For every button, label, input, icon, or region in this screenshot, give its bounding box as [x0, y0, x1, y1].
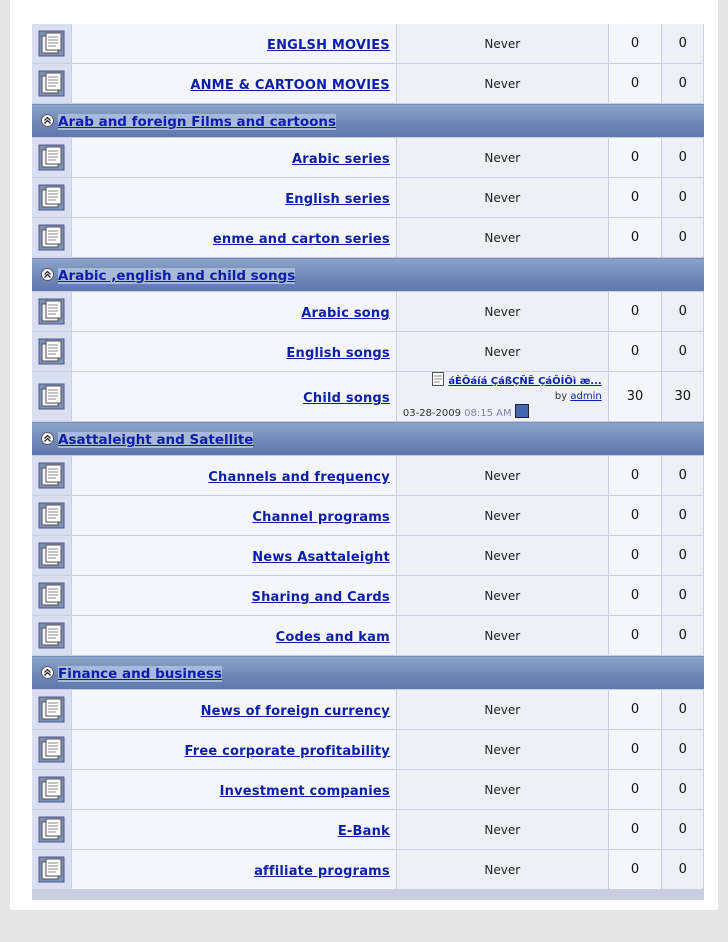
forum-icon-cell [32, 64, 71, 104]
collapse-icon[interactable] [41, 268, 54, 281]
forum-title-link[interactable]: Free corporate profitability [184, 744, 390, 759]
table-footer-cell [32, 890, 704, 901]
last-post-cell: Never [396, 218, 608, 258]
last-post-info [397, 372, 608, 421]
forum-row [32, 770, 704, 810]
forum-icon-cell [32, 292, 71, 332]
category-title-link[interactable]: Arabic ,english and child songs [58, 268, 296, 284]
forum-row [32, 810, 704, 850]
forum-title-link[interactable]: Child songs [303, 391, 390, 406]
last-post-cell: Never [396, 456, 608, 496]
last-post-cell: Never [396, 770, 608, 810]
forum-title-link[interactable]: affiliate programs [254, 864, 390, 879]
forum-icon-cell [32, 850, 71, 890]
post-count: 0 [662, 496, 704, 536]
forum-title-link[interactable]: News Asattaleight [252, 550, 390, 565]
forum-row [32, 616, 704, 656]
table-footer [32, 890, 704, 901]
forum-title-cell [71, 616, 396, 656]
forum-icon-cell [32, 690, 71, 730]
thread-count: 0 [608, 536, 662, 576]
forum-title-cell [71, 456, 396, 496]
last-post-cell: Never [396, 536, 608, 576]
forum-title-link[interactable]: English series [285, 192, 390, 207]
thread-count: 0 [608, 810, 662, 850]
post-count: 0 [662, 616, 704, 656]
last-post-cell: Never [396, 292, 608, 332]
forum-row [32, 850, 704, 890]
last-post-by-label: by [554, 391, 568, 402]
forum-icon-cell [32, 24, 71, 64]
forum-title-cell [71, 850, 396, 890]
forum-title-cell [71, 810, 396, 850]
category-header [32, 104, 704, 138]
forum-title-cell [71, 770, 396, 810]
forum-title-link[interactable]: Channel programs [252, 510, 390, 525]
thread-count: 0 [608, 730, 662, 770]
last-post-cell: Never [396, 690, 608, 730]
thread-count: 0 [608, 456, 662, 496]
last-post-title: áÈÔáíá ÇáßÇÑÊ ÇáÔÍÕì æ... [448, 376, 602, 387]
post-count: 0 [662, 332, 704, 372]
forum-row [32, 730, 704, 770]
go-to-last-post-icon[interactable] [515, 404, 529, 418]
forum-icon-cell [32, 496, 71, 536]
forum-title-cell [71, 218, 396, 258]
forum-table [32, 24, 704, 900]
forum-folder-icon [38, 30, 65, 57]
forum-title-link[interactable]: Sharing and Cards [251, 590, 390, 605]
forum-row [32, 332, 704, 372]
collapse-icon[interactable] [41, 114, 54, 127]
category-title-link[interactable]: Arab and foreign Films and cartoons [58, 114, 337, 130]
forum-title-link[interactable]: enme and carton series [212, 232, 390, 247]
forum-folder-icon [38, 736, 65, 763]
collapse-icon[interactable] [41, 666, 54, 679]
last-post-cell: Never [396, 616, 608, 656]
last-post-title-link[interactable] [403, 372, 602, 389]
thread-count: 0 [608, 496, 662, 536]
forum-title-link[interactable]: Codes and kam [275, 630, 390, 645]
forum-title-cell [71, 64, 396, 104]
forum-folder-icon [38, 224, 65, 251]
forum-row [32, 456, 704, 496]
forum-title-cell [71, 292, 396, 332]
last-post-cell: Never [396, 332, 608, 372]
forum-icon-cell [32, 332, 71, 372]
forum-icon-cell [32, 138, 71, 178]
forum-title-link[interactable]: News of foreign currency [200, 704, 390, 719]
last-post-cell: Never [396, 810, 608, 850]
thread-count: 0 [608, 332, 662, 372]
thread-count: 0 [608, 292, 662, 332]
forum-icon-cell [32, 456, 71, 496]
thread-count: 0 [608, 24, 662, 64]
category-header-cell [32, 656, 704, 690]
post-count: 0 [662, 536, 704, 576]
category-header [32, 422, 704, 456]
forum-icon-cell [32, 616, 71, 656]
post-count: 0 [662, 24, 704, 64]
forum-title-link[interactable]: ANME & CARTOON MOVIES [190, 78, 390, 93]
thread-count: 0 [608, 616, 662, 656]
collapse-icon[interactable] [41, 432, 54, 445]
forum-folder-icon [38, 383, 65, 410]
last-post-cell: Never [396, 24, 608, 64]
forum-title-link[interactable]: English songs [286, 346, 390, 361]
forum-folder-icon [38, 696, 65, 723]
post-count: 0 [662, 456, 704, 496]
post-count: 0 [662, 218, 704, 258]
forum-row [32, 372, 704, 422]
thread-count: 0 [608, 770, 662, 810]
forum-row [32, 536, 704, 576]
forum-title-cell [71, 730, 396, 770]
forum-title-cell [71, 372, 396, 422]
forum-row [32, 24, 704, 64]
category-title-link[interactable]: Asattaleight and Satellite [58, 432, 254, 448]
forum-folder-icon [38, 502, 65, 529]
forum-icon-cell [32, 372, 71, 422]
forum-icon-cell [32, 810, 71, 850]
forum-folder-icon [38, 622, 65, 649]
category-header-cell [32, 104, 704, 138]
forum-icon-cell [32, 576, 71, 616]
forum-row [32, 178, 704, 218]
forum-folder-icon [38, 816, 65, 843]
forum-icon-cell [32, 178, 71, 218]
forum-title-link[interactable]: E-Bank [337, 824, 390, 839]
category-header-cell [32, 422, 704, 456]
post-count: 0 [662, 690, 704, 730]
thread-count: 0 [608, 576, 662, 616]
post-count: 0 [662, 810, 704, 850]
forum-title-cell [71, 24, 396, 64]
forum-row [32, 64, 704, 104]
last-post-cell: Never [396, 730, 608, 770]
thread-count: 0 [608, 138, 662, 178]
thread-count: 0 [608, 64, 662, 104]
last-post-cell: Never [396, 138, 608, 178]
page [10, 0, 718, 910]
forum-folder-icon [38, 462, 65, 489]
category-title-link[interactable]: Finance and business [58, 666, 222, 682]
forum-title-link[interactable]: ENGLSH MOVIES [267, 38, 390, 53]
forum-folder-icon [38, 70, 65, 97]
last-post-cell: Never [396, 496, 608, 536]
thread-count: 0 [608, 850, 662, 890]
post-count: 0 [662, 292, 704, 332]
forum-title-cell [71, 332, 396, 372]
forum-folder-icon [38, 184, 65, 211]
forum-row [32, 292, 704, 332]
forum-title-cell [71, 138, 396, 178]
forum-title-cell [71, 536, 396, 576]
forum-title-link[interactable]: Investment companies [219, 784, 390, 799]
forum-row [32, 496, 704, 536]
post-count: 0 [662, 138, 704, 178]
last-post-author-link[interactable]: admin [570, 391, 602, 402]
forum-title-link[interactable]: Arabic song [301, 306, 390, 321]
forum-folder-icon [38, 338, 65, 365]
category-header [32, 258, 704, 292]
thread-count: 0 [608, 218, 662, 258]
last-post-date [403, 404, 602, 421]
forum-title-cell [71, 178, 396, 218]
forum-icon-cell [32, 218, 71, 258]
forum-folder-icon [38, 856, 65, 883]
forum-title-link[interactable]: Channels and frequency [208, 470, 390, 485]
post-count: 0 [662, 770, 704, 810]
forum-title-cell [71, 690, 396, 730]
forum-folder-icon [38, 776, 65, 803]
category-header [32, 656, 704, 690]
forum-row [32, 138, 704, 178]
post-count: 0 [662, 576, 704, 616]
forum-folder-icon [38, 582, 65, 609]
last-post-time: 08:15 AM [464, 408, 512, 419]
last-post-by [403, 389, 602, 404]
forum-title-link[interactable]: Arabic series [292, 152, 390, 167]
thread-icon [432, 372, 444, 386]
forum-row [32, 576, 704, 616]
thread-count: 0 [608, 178, 662, 218]
category-header-cell [32, 258, 704, 292]
post-count: 0 [662, 850, 704, 890]
forum-title-cell [71, 576, 396, 616]
forum-row [32, 218, 704, 258]
post-count: 0 [662, 178, 704, 218]
last-post-cell [396, 372, 608, 422]
post-count: 30 [662, 372, 704, 422]
forum-folder-icon [38, 144, 65, 171]
thread-count: 0 [608, 690, 662, 730]
forum-icon-cell [32, 770, 71, 810]
forum-folder-icon [38, 298, 65, 325]
post-count: 0 [662, 730, 704, 770]
forum-row [32, 690, 704, 730]
forum-icon-cell [32, 730, 71, 770]
forum-title-cell [71, 496, 396, 536]
thread-count: 30 [608, 372, 662, 422]
forum-folder-icon [38, 542, 65, 569]
last-post-cell: Never [396, 576, 608, 616]
last-post-date-value: 03-28-2009 [402, 408, 461, 419]
last-post-cell: Never [396, 64, 608, 104]
last-post-cell: Never [396, 850, 608, 890]
post-count: 0 [662, 64, 704, 104]
last-post-cell: Never [396, 178, 608, 218]
forum-icon-cell [32, 536, 71, 576]
